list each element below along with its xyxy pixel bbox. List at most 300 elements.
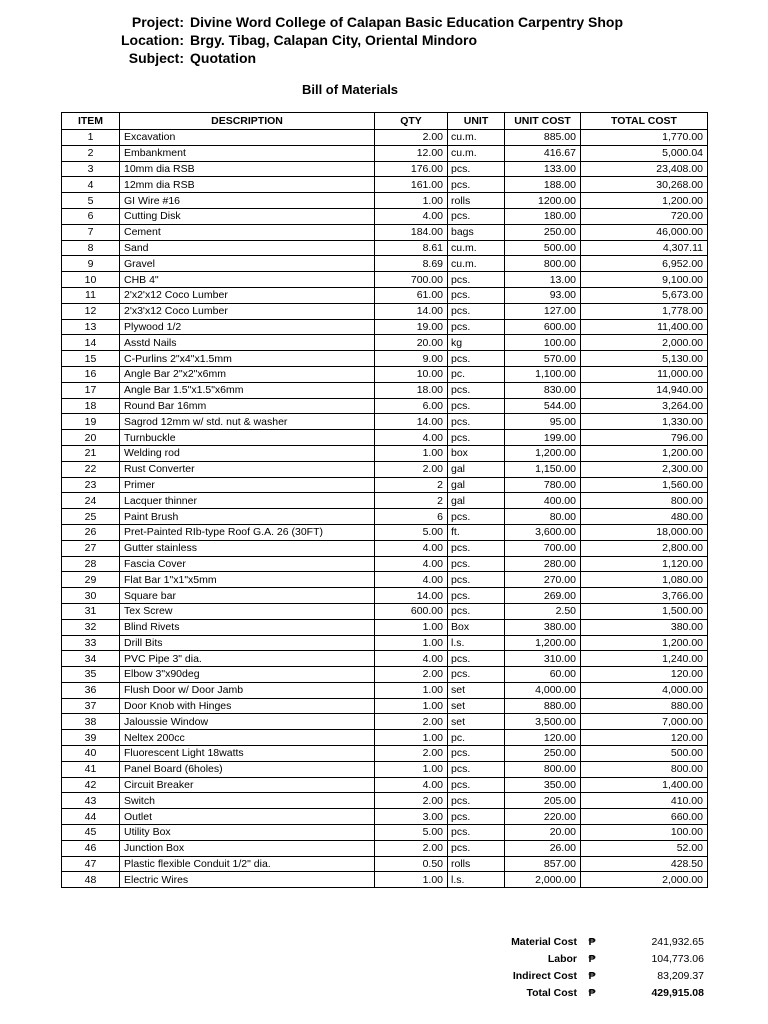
item-total-cost: 500.00 xyxy=(581,746,708,762)
item-number: 23 xyxy=(62,477,120,493)
item-description: Gutter stainless xyxy=(120,540,375,556)
table-row xyxy=(62,398,708,414)
item-number: 43 xyxy=(62,793,120,809)
table-row xyxy=(62,840,708,856)
item-description: Welding rod xyxy=(120,445,375,461)
item-number: 21 xyxy=(62,445,120,461)
item-total-cost: 46,000.00 xyxy=(581,224,708,240)
item-number: 10 xyxy=(62,272,120,288)
item-qty: 6.00 xyxy=(375,398,448,414)
table-row xyxy=(62,477,708,493)
item-description: Rust Converter xyxy=(120,461,375,477)
item-number: 14 xyxy=(62,335,120,351)
summary-total-cost-value: 429,915.08 xyxy=(651,987,704,999)
item-unit-cost: 199.00 xyxy=(505,430,581,446)
item-unit-cost: 13.00 xyxy=(505,272,581,288)
item-description: Tex Screw xyxy=(120,603,375,619)
item-unit: pcs. xyxy=(448,840,505,856)
header-location-row xyxy=(0,31,768,49)
item-qty: 184.00 xyxy=(375,224,448,240)
item-unit-cost: 220.00 xyxy=(505,809,581,825)
item-unit: cu.m. xyxy=(448,240,505,256)
item-unit-cost: 857.00 xyxy=(505,856,581,872)
item-qty: 700.00 xyxy=(375,272,448,288)
item-number: 6 xyxy=(62,208,120,224)
item-qty: 4.00 xyxy=(375,208,448,224)
item-unit-cost: 205.00 xyxy=(505,793,581,809)
item-unit: l.s. xyxy=(448,635,505,651)
item-unit-cost: 20.00 xyxy=(505,825,581,841)
item-unit-cost: 780.00 xyxy=(505,477,581,493)
item-number: 48 xyxy=(62,872,120,888)
item-qty: 1.00 xyxy=(375,445,448,461)
item-total-cost: 5,000.04 xyxy=(581,145,708,161)
item-qty: 0.50 xyxy=(375,856,448,872)
item-number: 19 xyxy=(62,414,120,430)
item-unit-cost: 885.00 xyxy=(505,130,581,146)
item-description: Pret-Painted RIb-type Roof G.A. 26 (30FT) xyxy=(120,524,375,540)
item-qty: 4.00 xyxy=(375,777,448,793)
item-number: 26 xyxy=(62,524,120,540)
item-total-cost: 1,330.00 xyxy=(581,414,708,430)
item-description: Plywood 1/2 xyxy=(120,319,375,335)
item-unit: pcs. xyxy=(448,809,505,825)
item-unit-cost: 310.00 xyxy=(505,651,581,667)
item-unit: pcs. xyxy=(448,825,505,841)
item-unit: pc. xyxy=(448,730,505,746)
item-unit: pcs. xyxy=(448,303,505,319)
table-row xyxy=(62,303,708,319)
item-number: 37 xyxy=(62,698,120,714)
summary-total-cost-label: Total Cost xyxy=(526,987,577,999)
item-number: 40 xyxy=(62,746,120,762)
item-qty: 1.00 xyxy=(375,698,448,714)
item-number: 28 xyxy=(62,556,120,572)
item-qty: 2 xyxy=(375,477,448,493)
item-number: 5 xyxy=(62,193,120,209)
item-unit: pcs. xyxy=(448,588,505,604)
item-number: 11 xyxy=(62,287,120,303)
item-number: 39 xyxy=(62,730,120,746)
item-unit-cost: 400.00 xyxy=(505,493,581,509)
item-unit: set xyxy=(448,698,505,714)
item-qty: 8.61 xyxy=(375,240,448,256)
item-number: 29 xyxy=(62,572,120,588)
table-row xyxy=(62,509,708,525)
header-subject-value: Quotation xyxy=(190,50,257,66)
summary-material-cost-value: 241,932.65 xyxy=(651,936,704,948)
item-qty: 600.00 xyxy=(375,603,448,619)
table-row xyxy=(62,382,708,398)
item-unit-cost: 1,200.00 xyxy=(505,635,581,651)
item-unit-cost: 188.00 xyxy=(505,177,581,193)
item-unit-cost: 269.00 xyxy=(505,588,581,604)
item-unit: pcs. xyxy=(448,382,505,398)
item-unit: gal xyxy=(448,477,505,493)
item-number: 4 xyxy=(62,177,120,193)
table-row xyxy=(62,256,708,272)
item-unit: l.s. xyxy=(448,872,505,888)
item-description: 2'x3'x12 Coco Lumber xyxy=(120,303,375,319)
item-number: 44 xyxy=(62,809,120,825)
item-number: 16 xyxy=(62,366,120,382)
table-row xyxy=(62,714,708,730)
item-total-cost: 100.00 xyxy=(581,825,708,841)
item-description: Panel Board (6holes) xyxy=(120,761,375,777)
item-description: Blind Rivets xyxy=(120,619,375,635)
item-unit-cost: 60.00 xyxy=(505,667,581,683)
table-row xyxy=(62,825,708,841)
table-row xyxy=(62,145,708,161)
item-number: 42 xyxy=(62,777,120,793)
item-unit: rolls xyxy=(448,856,505,872)
item-description: 2'x2'x12 Coco Lumber xyxy=(120,287,375,303)
item-unit: cu.m. xyxy=(448,145,505,161)
item-unit: set xyxy=(448,714,505,730)
item-unit-cost: 80.00 xyxy=(505,509,581,525)
item-qty: 2.00 xyxy=(375,746,448,762)
item-unit: set xyxy=(448,682,505,698)
item-qty: 1.00 xyxy=(375,193,448,209)
item-number: 13 xyxy=(62,319,120,335)
item-qty: 2.00 xyxy=(375,130,448,146)
item-number: 2 xyxy=(62,145,120,161)
item-unit-cost: 3,600.00 xyxy=(505,524,581,540)
peso-sign: ₱ xyxy=(588,936,596,948)
item-unit: pcs. xyxy=(448,603,505,619)
item-description: PVC Pipe 3" dia. xyxy=(120,651,375,667)
summary-indirect-cost-value: 83,209.37 xyxy=(657,970,704,982)
item-number: 38 xyxy=(62,714,120,730)
header-location-label: Location: xyxy=(121,32,184,48)
item-number: 22 xyxy=(62,461,120,477)
item-unit-cost: 380.00 xyxy=(505,619,581,635)
item-number: 27 xyxy=(62,540,120,556)
item-total-cost: 3,766.00 xyxy=(581,588,708,604)
item-qty: 2.00 xyxy=(375,667,448,683)
item-unit: pcs. xyxy=(448,746,505,762)
item-number: 30 xyxy=(62,588,120,604)
item-description: Flush Door w/ Door Jamb xyxy=(120,682,375,698)
item-total-cost: 52.00 xyxy=(581,840,708,856)
item-total-cost: 2,000.00 xyxy=(581,335,708,351)
item-qty: 2.00 xyxy=(375,461,448,477)
item-unit-cost: 1,150.00 xyxy=(505,461,581,477)
item-description: Plastic flexible Conduit 1/2" dia. xyxy=(120,856,375,872)
item-unit-cost: 416.67 xyxy=(505,145,581,161)
item-description: Angle Bar 1.5"x1.5"x6mm xyxy=(120,382,375,398)
item-description: Turnbuckle xyxy=(120,430,375,446)
summary-material-cost-label: Material Cost xyxy=(511,936,577,948)
peso-sign: ₱ xyxy=(588,970,596,982)
cost-summary xyxy=(0,934,768,1002)
item-total-cost: 4,000.00 xyxy=(581,682,708,698)
item-description: Primer xyxy=(120,477,375,493)
item-description: Cement xyxy=(120,224,375,240)
item-qty: 4.00 xyxy=(375,572,448,588)
item-qty: 1.00 xyxy=(375,619,448,635)
item-qty: 2.00 xyxy=(375,793,448,809)
table-row xyxy=(62,287,708,303)
item-unit-cost: 1200.00 xyxy=(505,193,581,209)
table-row xyxy=(62,319,708,335)
table-row xyxy=(62,588,708,604)
item-total-cost: 660.00 xyxy=(581,809,708,825)
item-number: 8 xyxy=(62,240,120,256)
item-number: 34 xyxy=(62,651,120,667)
item-number: 35 xyxy=(62,667,120,683)
table-row xyxy=(62,177,708,193)
item-description: Jaloussie Window xyxy=(120,714,375,730)
item-unit: pcs. xyxy=(448,319,505,335)
item-unit-cost: 600.00 xyxy=(505,319,581,335)
item-total-cost: 2,000.00 xyxy=(581,872,708,888)
item-qty: 1.00 xyxy=(375,635,448,651)
item-unit-cost: 250.00 xyxy=(505,224,581,240)
item-total-cost: 5,673.00 xyxy=(581,287,708,303)
item-unit-cost: 127.00 xyxy=(505,303,581,319)
item-number: 47 xyxy=(62,856,120,872)
item-description: Neltex 200cc xyxy=(120,730,375,746)
item-qty: 20.00 xyxy=(375,335,448,351)
item-description: Junction Box xyxy=(120,840,375,856)
item-number: 31 xyxy=(62,603,120,619)
table-row xyxy=(62,351,708,367)
item-unit: pcs. xyxy=(448,556,505,572)
item-description: Paint Brush xyxy=(120,509,375,525)
item-qty: 1.00 xyxy=(375,761,448,777)
item-total-cost: 800.00 xyxy=(581,761,708,777)
item-qty: 14.00 xyxy=(375,414,448,430)
item-qty: 18.00 xyxy=(375,382,448,398)
item-total-cost: 30,268.00 xyxy=(581,177,708,193)
item-unit: pcs. xyxy=(448,572,505,588)
item-qty: 5.00 xyxy=(375,524,448,540)
item-unit: cu.m. xyxy=(448,130,505,146)
table-row xyxy=(62,193,708,209)
item-description: Switch xyxy=(120,793,375,809)
item-unit: pcs. xyxy=(448,414,505,430)
summary-indirect-cost-row xyxy=(0,968,768,985)
item-unit: ft. xyxy=(448,524,505,540)
item-description: Utility Box xyxy=(120,825,375,841)
item-unit: pcs. xyxy=(448,287,505,303)
item-unit: pcs. xyxy=(448,208,505,224)
item-qty: 12.00 xyxy=(375,145,448,161)
table-row xyxy=(62,445,708,461)
item-qty: 14.00 xyxy=(375,588,448,604)
table-row xyxy=(62,161,708,177)
item-unit: Box xyxy=(448,619,505,635)
summary-material-cost-row xyxy=(0,934,768,951)
item-unit-cost: 4,000.00 xyxy=(505,682,581,698)
item-total-cost: 6,952.00 xyxy=(581,256,708,272)
item-unit-cost: 2,000.00 xyxy=(505,872,581,888)
item-unit: pcs. xyxy=(448,398,505,414)
table-row xyxy=(62,793,708,809)
table-row xyxy=(62,682,708,698)
peso-sign: ₱ xyxy=(588,953,596,965)
item-total-cost: 2,800.00 xyxy=(581,540,708,556)
item-qty: 19.00 xyxy=(375,319,448,335)
item-total-cost: 1,500.00 xyxy=(581,603,708,619)
item-unit-cost: 120.00 xyxy=(505,730,581,746)
table-row xyxy=(62,130,708,146)
item-unit: pcs. xyxy=(448,351,505,367)
item-unit-cost: 350.00 xyxy=(505,777,581,793)
item-unit: pcs. xyxy=(448,430,505,446)
table-row xyxy=(62,556,708,572)
item-number: 15 xyxy=(62,351,120,367)
item-number: 1 xyxy=(62,130,120,146)
item-unit-cost: 95.00 xyxy=(505,414,581,430)
item-unit-cost: 26.00 xyxy=(505,840,581,856)
item-description: Cutting Disk xyxy=(120,208,375,224)
table-row xyxy=(62,777,708,793)
item-unit-cost: 800.00 xyxy=(505,256,581,272)
item-unit-cost: 830.00 xyxy=(505,382,581,398)
table-row xyxy=(62,872,708,888)
table-row xyxy=(62,461,708,477)
column-header-qty: QTY xyxy=(375,113,448,130)
document-title: Bill of Materials xyxy=(301,82,399,97)
item-description: Electric Wires xyxy=(120,872,375,888)
item-description: Lacquer thinner xyxy=(120,493,375,509)
item-number: 12 xyxy=(62,303,120,319)
item-unit: kg xyxy=(448,335,505,351)
item-description: Outlet xyxy=(120,809,375,825)
summary-labor-label: Labor xyxy=(547,953,577,965)
item-number: 9 xyxy=(62,256,120,272)
table-row xyxy=(62,698,708,714)
peso-sign: ₱ xyxy=(588,987,596,999)
item-description: Drill Bits xyxy=(120,635,375,651)
item-number: 36 xyxy=(62,682,120,698)
item-total-cost: 410.00 xyxy=(581,793,708,809)
table-row xyxy=(62,572,708,588)
item-description: CHB 4" xyxy=(120,272,375,288)
item-total-cost: 1,080.00 xyxy=(581,572,708,588)
item-qty: 4.00 xyxy=(375,556,448,572)
item-unit-cost: 570.00 xyxy=(505,351,581,367)
item-number: 17 xyxy=(62,382,120,398)
item-unit-cost: 880.00 xyxy=(505,698,581,714)
item-total-cost: 120.00 xyxy=(581,667,708,683)
item-total-cost: 23,408.00 xyxy=(581,161,708,177)
table-row xyxy=(62,746,708,762)
item-number: 25 xyxy=(62,509,120,525)
table-header-row xyxy=(62,113,708,130)
item-unit-cost: 100.00 xyxy=(505,335,581,351)
item-unit: pcs. xyxy=(448,509,505,525)
item-unit: pc. xyxy=(448,366,505,382)
table-row xyxy=(62,335,708,351)
item-description: Sand xyxy=(120,240,375,256)
item-qty: 2 xyxy=(375,493,448,509)
item-qty: 176.00 xyxy=(375,161,448,177)
item-qty: 1.00 xyxy=(375,872,448,888)
header-project-row xyxy=(0,13,768,31)
item-total-cost: 14,940.00 xyxy=(581,382,708,398)
item-unit: pcs. xyxy=(448,777,505,793)
table-row xyxy=(62,540,708,556)
column-header-total-cost: TOTAL COST xyxy=(581,113,708,130)
item-unit-cost: 1,100.00 xyxy=(505,366,581,382)
item-total-cost: 480.00 xyxy=(581,509,708,525)
item-number: 32 xyxy=(62,619,120,635)
table-row xyxy=(62,224,708,240)
item-total-cost: 1,200.00 xyxy=(581,445,708,461)
table-body xyxy=(62,130,708,888)
item-description: Embankment xyxy=(120,145,375,161)
header-project-label: Project: xyxy=(131,14,184,30)
item-qty: 3.00 xyxy=(375,809,448,825)
item-qty: 161.00 xyxy=(375,177,448,193)
table-row xyxy=(62,430,708,446)
item-number: 24 xyxy=(62,493,120,509)
item-unit-cost: 133.00 xyxy=(505,161,581,177)
item-description: Circuit Breaker xyxy=(120,777,375,793)
item-unit: pcs. xyxy=(448,651,505,667)
item-qty: 2.00 xyxy=(375,714,448,730)
item-unit: pcs. xyxy=(448,161,505,177)
summary-labor-value: 104,773.06 xyxy=(651,953,704,965)
item-unit: pcs. xyxy=(448,177,505,193)
header-location-value: Brgy. Tibag, Calapan City, Oriental Mindoro xyxy=(190,32,478,48)
summary-labor-row xyxy=(0,951,768,968)
item-total-cost: 2,300.00 xyxy=(581,461,708,477)
item-total-cost: 4,307.11 xyxy=(581,240,708,256)
item-total-cost: 796.00 xyxy=(581,430,708,446)
item-description: Door Knob with Hinges xyxy=(120,698,375,714)
table-row xyxy=(62,856,708,872)
item-total-cost: 380.00 xyxy=(581,619,708,635)
item-description: Round Bar 16mm xyxy=(120,398,375,414)
item-qty: 5.00 xyxy=(375,825,448,841)
item-total-cost: 880.00 xyxy=(581,698,708,714)
item-description: Asstd Nails xyxy=(120,335,375,351)
item-description: Square bar xyxy=(120,588,375,604)
item-qty: 14.00 xyxy=(375,303,448,319)
item-unit: cu.m. xyxy=(448,256,505,272)
item-unit: pcs. xyxy=(448,272,505,288)
item-description: Fascia Cover xyxy=(120,556,375,572)
summary-indirect-cost-label: Indirect Cost xyxy=(512,970,577,982)
item-description: C-Purlins 2"x4"x1.5mm xyxy=(120,351,375,367)
table-row xyxy=(62,272,708,288)
item-description: Excavation xyxy=(120,130,375,146)
item-total-cost: 720.00 xyxy=(581,208,708,224)
item-qty: 61.00 xyxy=(375,287,448,303)
item-total-cost: 7,000.00 xyxy=(581,714,708,730)
item-total-cost: 11,400.00 xyxy=(581,319,708,335)
item-qty: 4.00 xyxy=(375,540,448,556)
item-number: 18 xyxy=(62,398,120,414)
table-row xyxy=(62,240,708,256)
header-subject-label: Subject: xyxy=(128,50,184,66)
item-description: Elbow 3"x90deg xyxy=(120,667,375,683)
item-qty: 1.00 xyxy=(375,730,448,746)
item-unit-cost: 180.00 xyxy=(505,208,581,224)
column-header-item: ITEM xyxy=(62,113,120,130)
item-total-cost: 1,120.00 xyxy=(581,556,708,572)
item-description: Gravel xyxy=(120,256,375,272)
item-unit-cost: 270.00 xyxy=(505,572,581,588)
table-row xyxy=(62,635,708,651)
column-header-unit-cost: UNIT COST xyxy=(505,113,581,130)
item-description: Flat Bar 1"x1"x5mm xyxy=(120,572,375,588)
item-unit-cost: 280.00 xyxy=(505,556,581,572)
